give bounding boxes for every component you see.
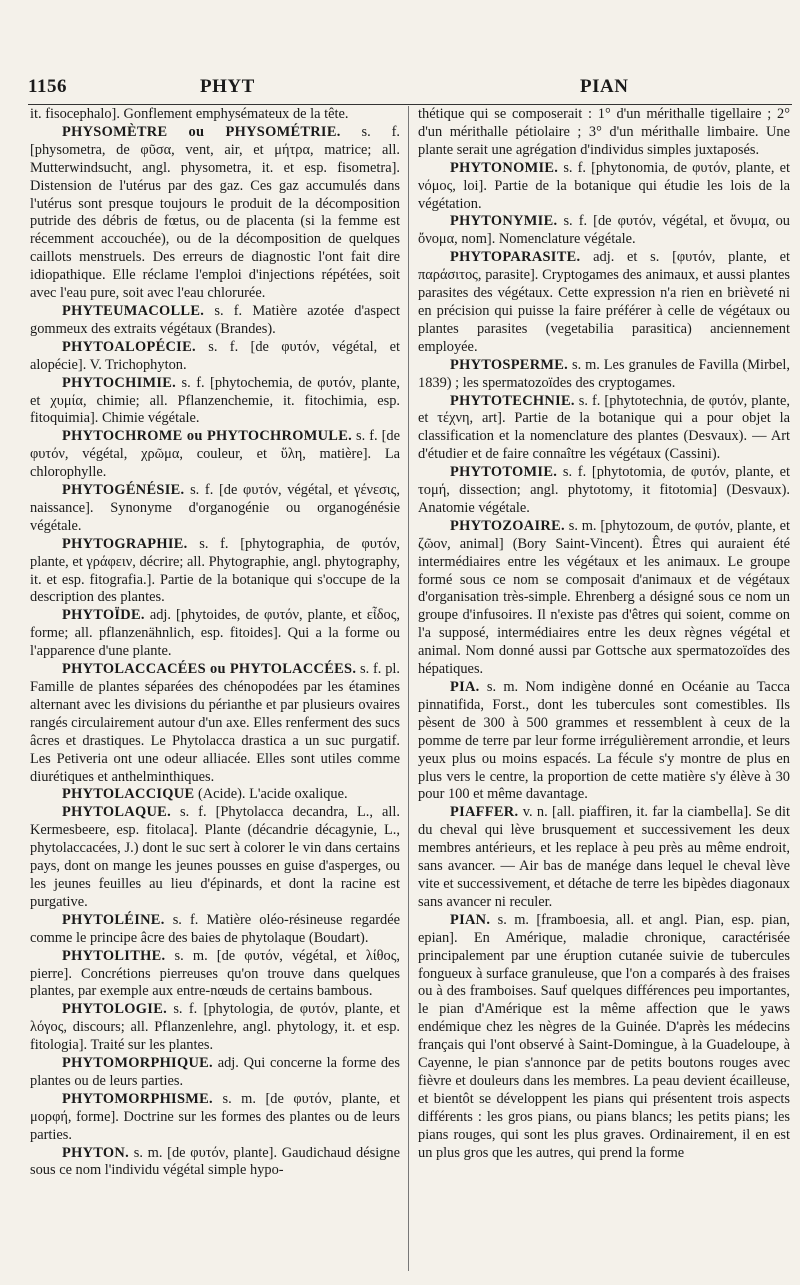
entry-text: thétique qui se composerait : 1° d'un mérithalle tigellaire ; 2° d'un mérithalle pétiolaire ; 3° d'un mérithalle limbaire. Une plante serait une agrégation d'individus simples juxtaposés.	[418, 106, 790, 158]
entry-definition: s. m. [de φυτόν, plante]. Gaudichaud désigne sous ce nom l'individu végétal simple hypo-	[30, 1144, 400, 1179]
entry-definition: s. f. [Phytolacca decandra, L., all. Kermesbeere, esp. fitolaca]. Plante (décandrie décagynie, L., phytolaccacées, J.) dont le suc sert à colorer le vin dans certains pays, dont on mange les jeunes pousses en guise d'asperges, ou les jeunes feuilles au lieu d'épinards, et dont la racine est purgative.	[30, 804, 400, 910]
entry-definition: s. m. Nom indigène donné en Océanie au Tacca pinnatifida, Forst., dont les tubercules sont comestibles. Ils pèsent de 300 à 500 grammes et ressemblent à ceux de la pomme de terre par leur forme irrégulièrement arrondie, et leurs yeux plus ou moins espacés. La fécule s'y montre de plus en plus vers le centre, la proportion de cette matière s'y élève à 30 pour 100 et même davantage.	[418, 679, 790, 803]
entry-headword: PHYTOSPERME.	[450, 356, 569, 373]
entry-headword: PHYTON.	[62, 1144, 129, 1161]
entry-definition: s. f. [de φυτόν, végétal, et ὄνυμα, ou ὄνομα, nom]. Nomenclature végétale.	[418, 213, 790, 248]
entry-definition: s. m. [de φυτόν, végétal, et λίθος, pierre]. Concrétions pierreuses qu'on trouve dans quelques plantes, par exemple aux entre-nœuds de certains bambous.	[30, 947, 400, 1000]
dictionary-entry	[418, 357, 790, 393]
dictionary-entry	[418, 249, 790, 356]
entry-headword: PHYTOCHROME ou PHYTOCHROMULE.	[62, 428, 353, 445]
dictionary-entry	[30, 303, 400, 339]
dictionary-entry	[30, 912, 400, 948]
entry-headword: PHYTEUMACOLLE.	[62, 302, 205, 319]
entry-headword: PHYTOZOAIRE.	[450, 517, 565, 534]
page-header	[0, 76, 800, 102]
entry-headword: PIAN.	[450, 911, 491, 928]
entry-definition: s. f. pl. Famille de plantes séparées des chénopodées par les étamines alternant avec les divisions du périanthe et par plusieurs ovaires rangés circulairement autour d'un axe. Elles renferment des sucs âcres et drastiques. Le Phytolacca drastica a un suc purgatif. Les Petiveria ont une odeur alliacée. Elles sont utiles comme diurétiques et anthelminthiques.	[30, 661, 400, 785]
entry-definition: v. n. [all. piaffiren, it. far la ciambella]. Se dit du cheval qui lève brusquement et successivement les deux membres antérieurs, et les replace à peu près au même endroit, sans avancer. — Air bas de manége dans lequel le cheval lève vite et successivement, et détache de terre les bipèdes diagonaux sans avancer ni reculer.	[418, 804, 790, 910]
entry-headword: PHYSOMÈTRE ou PHYSOMÉTRIE.	[62, 123, 341, 140]
dictionary-entry	[30, 124, 400, 303]
dictionary-entry	[30, 786, 400, 804]
entry-definition: s. m. [framboesia, all. et angl. Pian, esp. pian, epian]. En Amérique, maladie chronique, caractérisée principalement par une éruption cutanée suivie de tubercules fongueux à surface granuleuse, que l'on a comparés à des fraises ou à des framboises. Sauf quelques différences peu importantes, le pian d'Amérique est la même affection que le yaws endémique chez les nègres de la Guinée. D'après les médecins français qui l'ont observé à Saint-Domingue, à la Guadeloupe, à Cayenne, le pian s'annonce par de petits boutons rouges avec fièvre et douleurs dans les membres. La peau devient écailleuse, et bientôt se développent les pians qui présentent trois aspects différents : les gros pians, ou pians blancs; les petits pians; les pians rouges, qui sont les plus graves. Ordinairement, il en est un plus gros que les autres, qui prend la forme	[418, 911, 790, 1161]
entry-headword: PHYTOLAQUE.	[62, 804, 171, 821]
entry-definition: s. m. [de φυτόν, plante, et μορφή, forme]. Doctrine sur les formes des plantes ou de leurs parties.	[30, 1090, 400, 1143]
dictionary-entry	[418, 213, 790, 249]
header-rule	[28, 104, 792, 105]
dictionary-entry	[30, 1091, 400, 1145]
entry-definition: s. f. [de φυτόν, végétal, et γένεσις, naissance]. Synonyme d'organogénie ou organogénésie végétale.	[30, 482, 400, 534]
entry-headword: PHYTOLITHE.	[62, 947, 166, 964]
dictionary-entry	[418, 393, 790, 465]
entry-continuation	[418, 106, 790, 160]
dictionary-entry	[30, 948, 400, 1002]
dictionary-entry	[30, 661, 400, 786]
entry-definition: s. f. [phytonomia, de φυτόν, plante, et νόμος, loi]. Partie de la botanique qui étudie les lois de la végétation.	[418, 159, 790, 212]
column-divider	[408, 106, 409, 1271]
entry-headword: PHYTOLÉINE.	[62, 911, 165, 928]
entry-definition: adj. et s. [φυτόν, plante, et παράσιτος, parasite]. Cryptogames des animaux, et aussi plantes parasites des végétaux. Cette expression n'a rien en brièveté ni en précision qui puisse la faire préférer à celle de végétaux ou plantes parasites (vegetabilia parasitica) anciennement employée.	[418, 249, 790, 355]
entry-headword: PHYTOMORPHISME.	[62, 1090, 213, 1107]
dictionary-entry	[418, 912, 790, 1163]
entry-headword: PHYTOGRAPHIE.	[62, 535, 188, 552]
dictionary-entry	[30, 375, 400, 429]
dictionary-entry	[30, 339, 400, 375]
entry-headword: PHYTONOMIE.	[450, 159, 559, 176]
entry-definition: s. f. [phytochemia, de φυτόν, plante, et χυμία, chimie; all. Pflanzenchemie, it. fitochimia, esp. fitoquimia]. Chimie végétale.	[30, 374, 400, 427]
entry-definition: s. f. [phytologia, de φυτόν, plante, et λόγος, discours; all. Pflanzenlehre, angl. phytology, it. et esp. fitologia]. Traité sur les plantes.	[30, 1001, 400, 1054]
entry-headword: PHYTONYMIE.	[450, 213, 558, 230]
entry-headword: PHYTOÏDE.	[62, 607, 145, 624]
dictionary-entry	[30, 607, 400, 661]
entry-definition: s. f. [de φυτόν, végétal, χρῶμα, couleur, et ὕλη, matière]. La chlorophylle.	[30, 428, 400, 481]
entry-continuation	[30, 106, 400, 124]
entry-definition: s. f. [phytotechnia, de φυτόν, plante, et τέχνη, art]. Partie de la botanique qui a pour objet la classification et la nomenclature des plantes (Desvaux). — Art d'étudier et de faire connaître les végétaux (Cassini).	[418, 392, 790, 463]
entry-headword: PHYTOPARASITE.	[450, 249, 581, 266]
entry-definition: s. f. [physometra, de φῦσα, vent, air, et μήτρα, matrice; all. Mutterwindsucht, angl. physometra, it. et esp. fisometra]. Distension de l'utérus par des gaz. Ces gaz accumulés dans l'utérus sont presque toujours le produit de la décomposition putride des débris de fœtus, ou de placenta (si la femme est récemment accouchée), ou de la décomposition de quelques caillots menstruels. Des erreurs de diagnostic l'ont fait dire idiopathique. Elle réclame l'emploi d'injections répétées, soit avec l'eau pure, soit avec l'eau chlorurée.	[30, 123, 400, 302]
dictionary-entry	[30, 428, 400, 482]
entry-headword: PHYTOGÉNÉSIE.	[62, 482, 185, 499]
entry-headword: PHYTOTECHNIE.	[450, 392, 575, 409]
dictionary-entry	[30, 1055, 400, 1091]
entry-definition: s. f. Matière oléo-résineuse regardée comme le principe âcre des baies de phytolaque (Boudart).	[30, 911, 400, 946]
entry-headword: PHYTOLACCACÉES ou PHYTOLACCÉES.	[62, 661, 357, 678]
dictionary-entry	[30, 1145, 400, 1181]
entry-definition: (Acide). L'acide oxalique.	[197, 786, 348, 803]
running-head-left: PHYT	[200, 76, 255, 97]
entry-headword: PHYTOTOMIE.	[450, 464, 558, 481]
right-column	[418, 106, 790, 1162]
running-head-right: PIAN	[580, 76, 629, 97]
entry-definition: s. m. [phytozoum, de φυτόν, plante, et ζῶον, animal] (Bory Saint-Vincent). Êtres qui auraient été intermédiaires entre les végétaux et les animaux. Le groupe formé sous ce nom se composait d'animaux et de végétaux d'organisation très-simple. Ehrenberg a désigné sous ce nom un groupe d'infusoires. Il n'existe pas d'êtres qui soient, comme on l'a supposé, intermédiaires entre les deux règnes végétal et animal. Nom donné aussi par Gottsche aux spermatozoïdes des hépatiques.	[418, 517, 790, 678]
left-column	[30, 106, 400, 1180]
entry-headword: PHYTOLACCIQUE	[62, 786, 195, 803]
entry-definition: s. f. Matière azotée d'aspect gommeux des extraits végétaux (Brandes).	[30, 302, 400, 337]
entry-headword: PIA.	[450, 679, 480, 695]
dictionary-entry	[30, 1001, 400, 1055]
entry-headword: PIAFFER.	[450, 804, 519, 821]
dictionary-entry	[418, 679, 790, 804]
entry-definition: s. f. [phytographia, de φυτόν, plante, et γράφειν, décrire; all. Phytographie, angl. phytography, it. et esp. fitografia.]. Partie de la botanique qui s'occupe de la description des plantes.	[30, 535, 400, 606]
entry-headword: PHYTOMORPHIQUE.	[62, 1055, 213, 1072]
dictionary-entry	[30, 536, 400, 608]
dictionary-entry	[418, 518, 790, 679]
entry-definition: s. f. [phytotomia, de φυτόν, plante, et τομή, dissection; angl. phytotomy, it fitotomia] (Desvaux). Anatomie végétale.	[418, 464, 790, 516]
dictionary-entry	[418, 160, 790, 214]
dictionary-entry	[418, 804, 790, 911]
dictionary-entry	[418, 464, 790, 518]
entry-definition: s. f. [de φυτόν, végétal, et alopécie]. V. Trichophyton.	[30, 338, 400, 373]
entry-definition: adj. Qui concerne la forme des plantes ou de leurs parties.	[30, 1055, 401, 1089]
dictionary-entry	[30, 482, 400, 536]
entry-headword: PHYTOALOPÉCIE.	[62, 338, 196, 355]
entry-definition: s. m. Les granules de Favilla (Mirbel, 1839) ; les spermatozoïdes des cryptogames.	[418, 356, 790, 391]
entry-text: it. fisocephalo]. Gonflement emphysémateux de la tête.	[30, 106, 349, 122]
entry-headword: PHYTOCHIMIE.	[62, 374, 177, 391]
dictionary-entry	[30, 804, 400, 911]
entry-definition: adj. [phytoides, de φυτόν, plante, et εἶδος, forme; all. pflanzenähnlich, esp. fitoides]. Qui a la forme ou l'apparence d'une plante.	[30, 607, 400, 660]
entry-headword: PHYTOLOGIE.	[62, 1001, 167, 1018]
page-number: 1156	[28, 76, 67, 97]
